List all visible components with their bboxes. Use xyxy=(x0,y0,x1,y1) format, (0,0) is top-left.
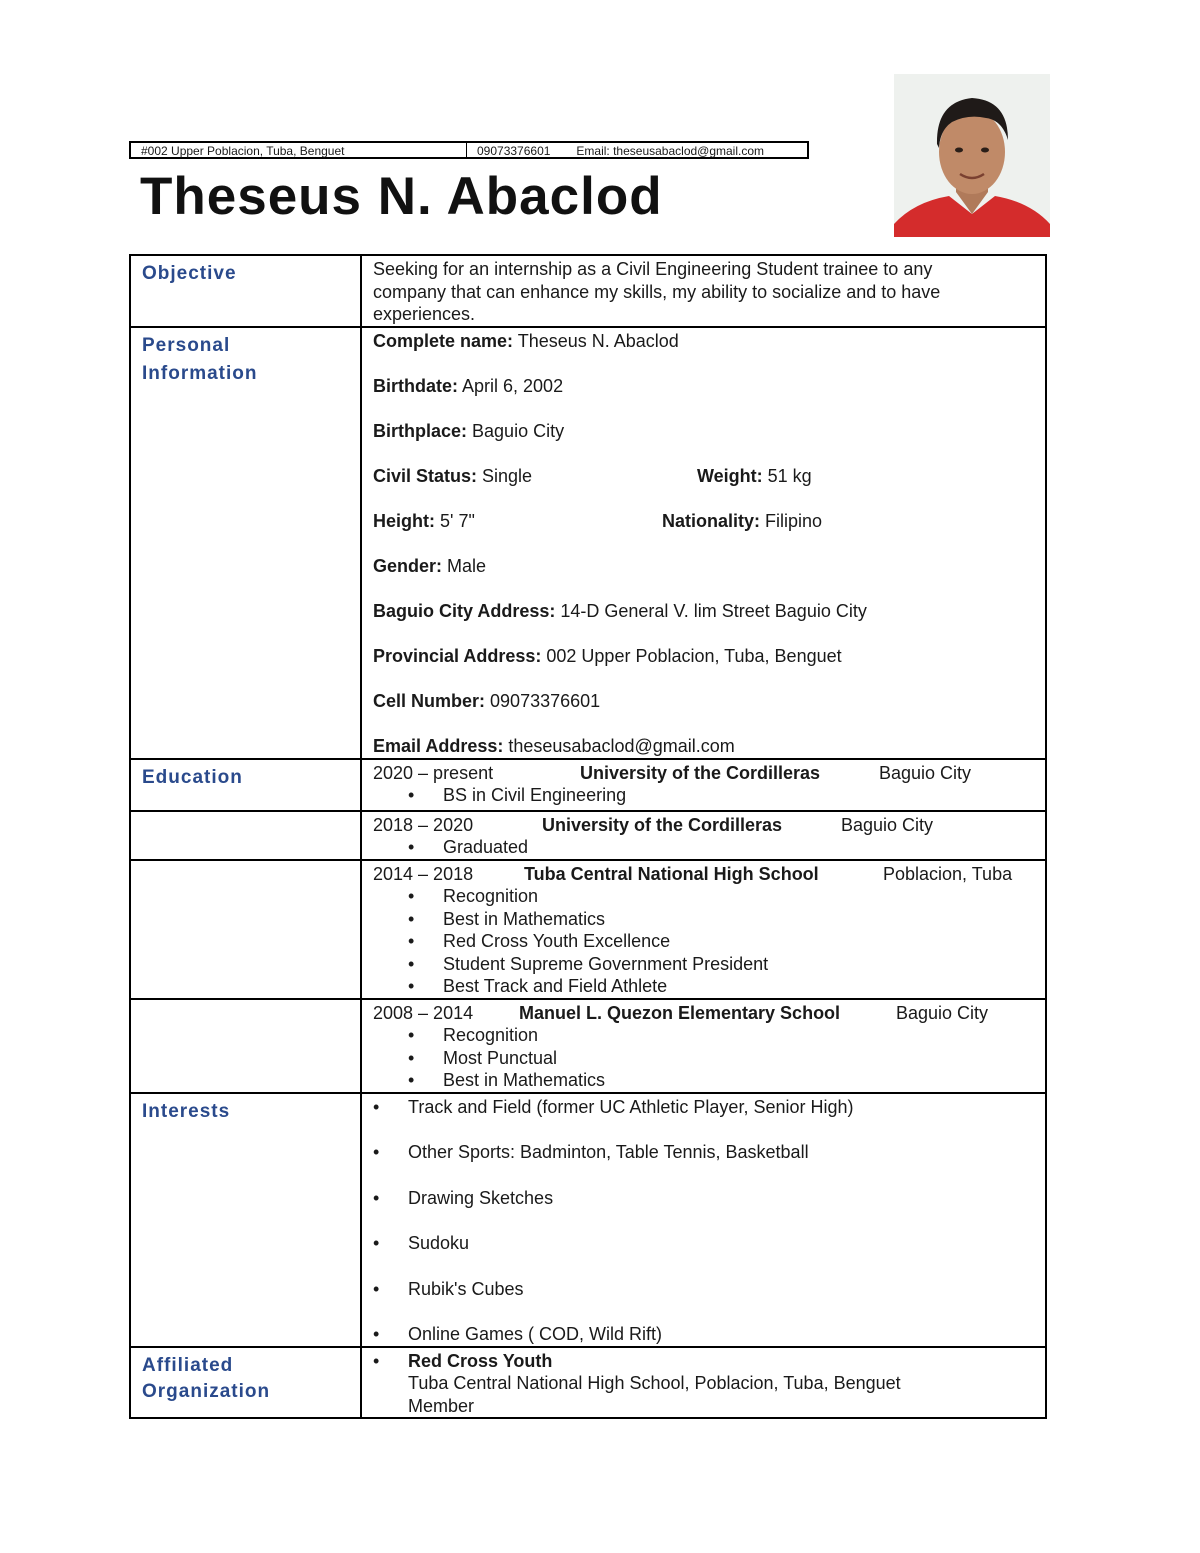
education-entry-header: 2020 – present University of the Cordilleras Baguio City xyxy=(373,762,972,783)
birthplace-field: Birthplace: Baguio City xyxy=(373,421,565,441)
list-item: • Online Games ( COD, Wild Rift) xyxy=(373,1323,1045,1346)
list-item: • Best in Mathematics xyxy=(373,1069,1045,1092)
education-row-2 xyxy=(130,811,1046,860)
gender-field: Gender: Male xyxy=(373,556,487,576)
contact-bar xyxy=(129,141,809,159)
weight-field: Weight: 51 kg xyxy=(697,466,812,486)
list-item: • Recognition xyxy=(373,1024,1045,1047)
contact-address: #002 Upper Poblacion, Tuba, Benguet xyxy=(131,143,467,157)
education-row-4 xyxy=(130,999,1046,1093)
list-item: • Graduated xyxy=(373,836,1045,859)
list-item: • Sudoku xyxy=(373,1232,1045,1278)
education-row-1 xyxy=(130,759,1046,811)
birthdate-field: Birthdate: April 6, 2002 xyxy=(373,376,564,396)
interests-label: Interests xyxy=(142,1100,231,1122)
resume-table xyxy=(129,254,1047,1419)
height-field: Height: 5' 7" Nationality: Filipino xyxy=(373,511,823,531)
list-item: • Rubik's Cubes xyxy=(373,1278,1045,1324)
interests-row xyxy=(130,1093,1046,1347)
organization-label-1: Affiliated xyxy=(142,1354,234,1376)
organization-role: Member xyxy=(408,1395,475,1416)
education-entry-header: 2018 – 2020 University of the Cordilleras Baguio City xyxy=(373,814,934,835)
personal-label-2: Information xyxy=(142,363,258,384)
list-item: • Drawing Sketches xyxy=(373,1187,1045,1233)
profile-photo xyxy=(894,74,1050,237)
list-item: • Most Punctual xyxy=(373,1047,1045,1070)
complete-name-field: Complete name: Theseus N. Abaclod xyxy=(373,331,679,351)
organization-entry xyxy=(373,1350,1045,1418)
education-row-3 xyxy=(130,860,1046,999)
portrait-image xyxy=(894,74,1050,237)
baguio-address-field: Baguio City Address: 14-D General V. lim Street Baguio City xyxy=(373,601,867,621)
organization-school: Tuba Central National High School, Poblacion, Tuba, Benguet xyxy=(408,1373,901,1393)
objective-text: Seeking for an internship as a Civil Engineering Student trainee to any company that can enhance my skills, my ability to socialize and to have experiences. xyxy=(373,259,941,324)
education-entry-header: 2008 – 2014 Manuel L. Quezon Elementary School Baguio City xyxy=(373,1002,989,1023)
applicant-name: Theseus N. Abaclod xyxy=(140,167,663,226)
education-items xyxy=(373,1024,1045,1092)
nationality-field: Nationality: Filipino xyxy=(662,511,823,531)
list-item: • Track and Field (former UC Athletic Player, Senior High) xyxy=(373,1096,1045,1142)
education-label: Education xyxy=(142,766,243,788)
provincial-address-field: Provincial Address: 002 Upper Poblacion, Tuba, Benguet xyxy=(373,646,842,666)
interests-list xyxy=(373,1096,1045,1346)
email-address-field: Email Address: theseusabaclod@gmail.com xyxy=(373,736,735,756)
contact-phone: 09073376601 xyxy=(477,144,551,158)
list-item: • Recognition xyxy=(373,885,1045,908)
education-items xyxy=(373,885,1045,998)
list-item: • Best in Mathematics xyxy=(373,908,1045,931)
objective-label: Objective xyxy=(142,263,237,284)
organization-row xyxy=(130,1347,1046,1419)
list-item: • Best Track and Field Athlete xyxy=(373,975,1045,998)
list-item: • Red Cross Youth Excellence xyxy=(373,930,1045,953)
list-item: • Other Sports: Badminton, Table Tennis, Basketball xyxy=(373,1141,1045,1187)
personal-info-row xyxy=(130,327,1046,759)
education-items xyxy=(373,784,1045,807)
organization-label-2: Organization xyxy=(142,1380,271,1402)
education-items xyxy=(373,836,1045,859)
contact-email: Email: theseusabaclod@gmail.com xyxy=(576,144,765,158)
cell-number-field: Cell Number: 09073376601 xyxy=(373,691,601,711)
organization-title: • Red Cross Youth xyxy=(408,1350,553,1371)
education-entry-header: 2014 – 2018 Tuba Central National High School Poblacion, Tuba xyxy=(373,863,1013,884)
list-item: • BS in Civil Engineering xyxy=(373,784,1045,807)
objective-row xyxy=(130,255,1046,327)
list-item: • Student Supreme Government President xyxy=(373,953,1045,976)
civil-status-field: Civil Status: Single Weight: 51 kg xyxy=(373,466,812,486)
personal-label-1: Personal xyxy=(142,335,231,356)
